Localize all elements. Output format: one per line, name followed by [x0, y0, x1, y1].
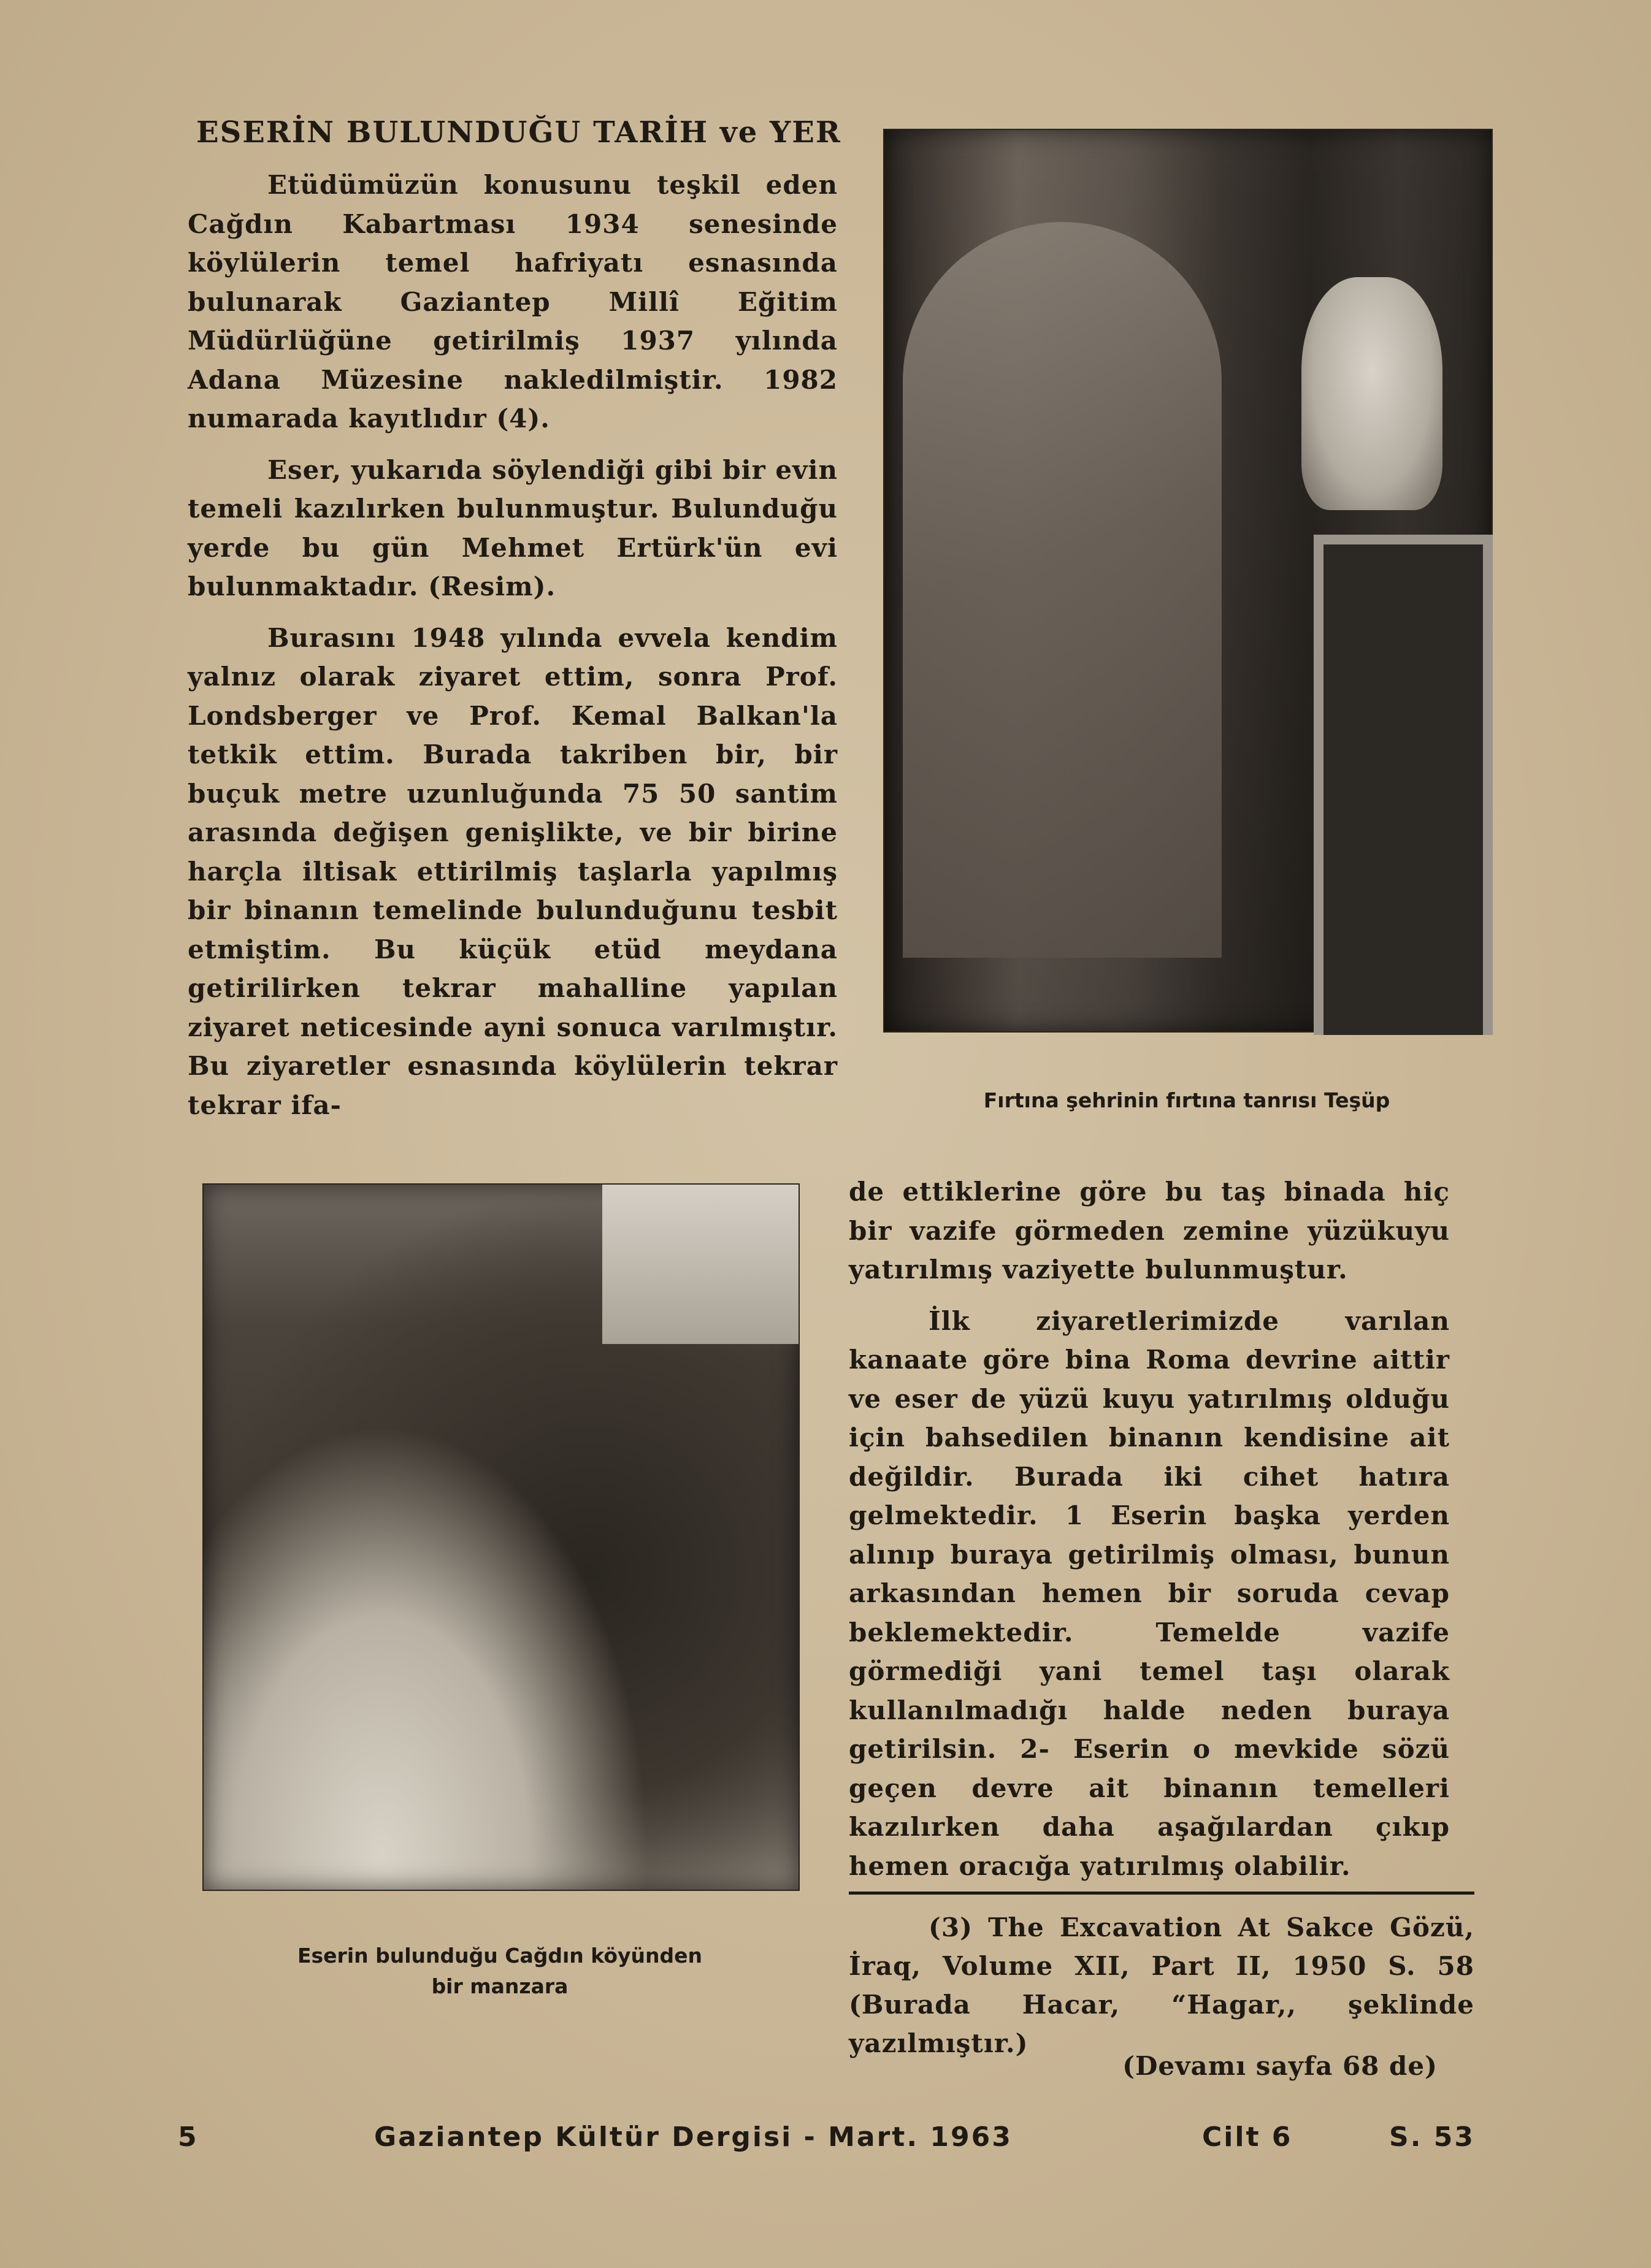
- caption-line: Eserin bulunduğu Cağdın köyünden: [297, 1944, 703, 1968]
- bust-shape: [1301, 277, 1442, 510]
- paragraph: Burasını 1948 yılında evvela kendim yalnız olarak ziyaret ettim, sonra Prof. Londsberger ve Prof. Kemal Balkan'la tetkik ettim. Burada takriben bir, bir buçuk metre uzunluğunda 75 50 santim arasında değişen genişlikte, ve bir birine harçla iltisak ettirilmiş taşlarla yapılmış bir binanın temelinde bulunduğunu tesbit etmiştim. Bu küçük etüd meydana getirilirken tekrar mahalline yapılan ziyaret neticesinde ayni sonuca varılmıştır. Bu ziyaretler esnasında köylülerin tekrar tekrar ifa-: [188, 622, 838, 1120]
- paragraph: İlk ziyaretlerimizde varılan kanaate göre bina Roma devrine aittir ve eser de yüzü kuyu yatırılmış olduğu için bahsedilen binanın kendisine ait değildir. Burada iki cihet hatıra gelmektedir. 1 Eserin başka yerden alınıp buraya getirilmiş olması, bunun arkasından hemen bir soruda cevap beklemektedir. Temelde vazife görmediği yani temel taşı olarak kullanılmadığı halde neden buraya getirilsin. 2- Eserin o mevkide sözü geçen devre ait binanın temelleri kazılırken daha aşağılardan çıkıp hemen oracığa yatırılmış olabilir.: [849, 1305, 1450, 1881]
- village-landscape-photo: [202, 1183, 800, 1891]
- page-number: 5: [178, 2121, 199, 2153]
- caption-line: bir manzara: [431, 1974, 569, 1998]
- landscape-photo-caption: [202, 1941, 797, 2002]
- teshup-photo-caption: Fırtına şehrinin fırtına tanrısı Teşüp: [983, 1088, 1390, 1112]
- paragraph: de ettiklerine göre bu taş binada hiç bir vazife görmeden zemine yüzükuyu yatırılmış vaziyette bulunmuştur.: [849, 1177, 1450, 1285]
- issue-label: S. 53: [1389, 2121, 1475, 2153]
- relief-stele-shape: [903, 222, 1222, 958]
- section-heading: ESERİN BULUNDUĞU TARİH ve YER: [196, 115, 841, 150]
- right-text-column: [849, 1172, 1450, 1885]
- paragraph: Etüdümüzün konusunu teşkil eden Cağdın Kabartması 1934 senesinde köylülerin temel hafriyatı esnasında bulunarak Gaziantep Millî Eğitim Müdürlüğüne getirilmiş 1937 yılında Adana Müzesine nakledilmiştir. 1982 numarada kayıtlıdır (4).: [188, 170, 838, 433]
- left-text-column: [188, 166, 838, 1124]
- sky-area: [602, 1185, 799, 1344]
- volume-label: Cilt 6: [1202, 2121, 1293, 2153]
- footnote-text: (3) The Excavation At Sakce Gözü, İraq, Volume XII, Part II, 1950 S. 58 (Burada Hacar, “Hagar,, şeklinde yazılmıştır.): [849, 1912, 1474, 2058]
- continued-note: (Devamı sayfa 68 de): [1122, 2051, 1438, 2081]
- doorway-shape: [1314, 535, 1493, 1035]
- paragraph: Eser, yukarıda söylendiği gibi bir evin temeli kazılırken bulunmuştur. Bulunduğu yerde bu gün Mehmet Ertürk'ün evi bulunmaktadır. (Resim).: [188, 454, 838, 601]
- footnote: [849, 1908, 1474, 2063]
- teshup-relief-photo: [883, 129, 1493, 1033]
- footnote-divider: [849, 1892, 1474, 1895]
- journal-name: Gaziantep Kültür Dergisi - Mart. 1963: [374, 2121, 1013, 2153]
